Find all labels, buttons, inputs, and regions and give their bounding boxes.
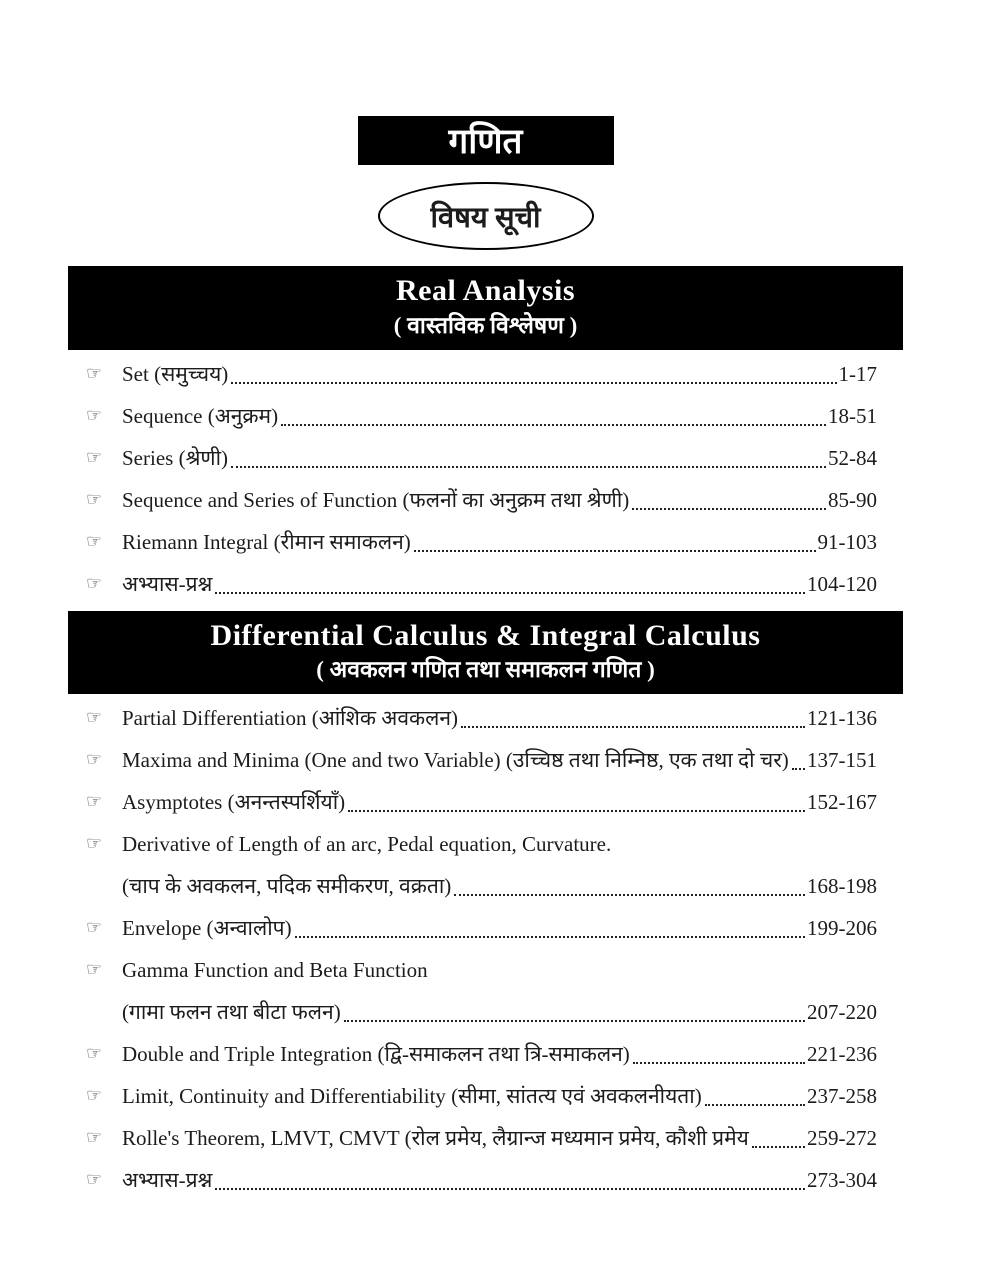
pointing-hand-icon: ☞ [86, 404, 103, 426]
dotted-leader [215, 1188, 805, 1190]
contents-label: विषय सूची [430, 201, 541, 234]
dotted-leader [231, 466, 826, 468]
section-title-english: Real Analysis [395, 274, 576, 307]
toc-entry-title: Partial Differentiation (आंशिक अवकलन) [122, 706, 459, 731]
toc-entry-title: Asymptotes (अनन्तस्पर्शियाँ) [122, 790, 346, 815]
pointing-hand-icon: ☞ [86, 488, 103, 510]
toc-entry [68, 739, 903, 781]
toc-entry-line [122, 907, 877, 949]
toc-entry-line [122, 1033, 877, 1075]
toc-item-list [68, 697, 903, 1201]
toc-entry-title: अभ्यास-प्रश्न [122, 1168, 213, 1193]
toc-entry-line [122, 991, 877, 1033]
toc-entry-pages: 221-236 [807, 1042, 877, 1067]
toc-entry [68, 479, 903, 521]
toc-entry-pages: 1-17 [838, 361, 877, 386]
toc-entry-lines [122, 823, 877, 907]
pointing-hand-icon: ☞ [86, 530, 103, 552]
toc-entry-pages: 18-51 [828, 403, 877, 428]
toc-section [68, 611, 903, 1202]
toc-entry-line [122, 563, 877, 605]
pointing-hand-icon: ☞ [86, 1085, 103, 1107]
toc-entry-lines [122, 949, 877, 1033]
toc-entry-lines [122, 1075, 877, 1117]
toc-entry-title: अभ्यास-प्रश्न [122, 571, 213, 596]
toc-entry-lines [122, 521, 877, 563]
pointing-hand-icon: ☞ [86, 749, 103, 771]
toc-entry-pages: 152-167 [807, 790, 877, 815]
toc-entry-line [122, 1159, 877, 1201]
page-header [68, 116, 903, 250]
toc-entry-lines [122, 395, 877, 437]
toc-entry-title: Rolle's Theorem, LMVT, CMVT (रोल प्रमेय, लैग्रान्ज मध्यमान प्रमेय, कौशी प्रमेय [122, 1126, 749, 1151]
toc-entry [68, 1075, 903, 1117]
toc-entry-lines [122, 781, 877, 823]
toc-entry-lines [122, 479, 877, 521]
dotted-leader [454, 894, 805, 896]
toc-entry-pages: 85-90 [828, 487, 877, 512]
toc-entry-title: Envelope (अन्वालोप) [122, 916, 292, 941]
toc-entry [68, 521, 903, 563]
toc-entry-title: Riemann Integral (रीमान समाकलन) [122, 529, 411, 554]
toc-entry [68, 823, 903, 907]
pointing-hand-icon: ☞ [86, 959, 103, 981]
toc-entry-pages: 207-220 [807, 1000, 877, 1025]
section-title-english: Differential Calculus & Integral Calculus [210, 618, 761, 652]
book-title: गणित [448, 122, 523, 161]
toc-entry-pages: 91-103 [817, 529, 877, 554]
toc-entry-title: Sequence and Series of Function (फलनों का अनुक्रम तथा श्रेणी) [122, 487, 630, 512]
toc-entry-title: Derivative of Length of an arc, Pedal equation, Curvature. [122, 832, 612, 857]
toc-entry [68, 1033, 903, 1075]
toc-entry [68, 697, 903, 739]
dotted-leader [632, 508, 826, 510]
toc-entry-title: (चाप के अवकलन, पदिक समीकरण, वक्रता) [122, 874, 452, 899]
toc-entry [68, 1117, 903, 1159]
toc-entry-title: Series (श्रेणी) [122, 445, 229, 470]
pointing-hand-icon: ☞ [86, 1043, 103, 1065]
toc-entry-title: Maxima and Minima (One and two Variable) (उच्चिष्ठ तथा निम्निष्ठ, एक तथा दो चर) [122, 748, 789, 773]
toc-entry-title: Set (समुच्चय) [122, 361, 229, 386]
toc-entry-pages: 168-198 [807, 874, 877, 899]
toc-entry-line [122, 865, 877, 907]
toc-entry-title: Sequence (अनुक्रम) [122, 403, 279, 428]
dotted-leader [414, 550, 816, 552]
toc-entry-lines [122, 1117, 877, 1159]
toc-entry-pages: 121-136 [807, 706, 877, 731]
toc-entry-pages: 52-84 [828, 445, 877, 470]
dotted-leader [348, 810, 805, 812]
toc-entry-lines [122, 353, 877, 395]
toc-entry [68, 907, 903, 949]
book-title-banner [358, 116, 614, 165]
section-banner [68, 266, 903, 350]
pointing-hand-icon: ☞ [86, 572, 103, 594]
toc-entry-title: (गामा फलन तथा बीटा फलन) [122, 1000, 341, 1025]
contents-oval [378, 182, 594, 250]
toc-entry-line [122, 353, 877, 395]
toc-section [68, 266, 903, 605]
toc-entry [68, 781, 903, 823]
toc-entry-line [122, 739, 877, 781]
toc-entry-pages: 137-151 [807, 748, 877, 773]
toc-entry-lines [122, 1033, 877, 1075]
toc-item-list [68, 353, 903, 605]
toc-entry-lines [122, 697, 877, 739]
toc-entry-line [122, 395, 877, 437]
toc-entry [68, 395, 903, 437]
toc-entry-pages: 199-206 [807, 916, 877, 941]
dotted-leader [705, 1104, 805, 1106]
pointing-hand-icon: ☞ [86, 833, 103, 855]
toc-entry-line [122, 437, 877, 479]
toc-entry [68, 563, 903, 605]
toc-entry [68, 437, 903, 479]
toc-entry-pages: 237-258 [807, 1084, 877, 1109]
toc-entry-line [122, 479, 877, 521]
toc-entry-line [122, 521, 877, 563]
pointing-hand-icon: ☞ [86, 707, 103, 729]
toc-entry-line [122, 697, 877, 739]
toc-entry [68, 1159, 903, 1201]
toc-entry-pages: 259-272 [807, 1126, 877, 1151]
pointing-hand-icon: ☞ [86, 917, 103, 939]
toc-entry-line [122, 1075, 877, 1117]
dotted-leader [215, 592, 805, 594]
toc-sections [68, 266, 903, 1201]
dotted-leader [344, 1020, 805, 1022]
section-banner [68, 611, 903, 695]
dotted-leader [461, 726, 805, 728]
toc-entry-lines [122, 739, 877, 781]
toc-entry-line [122, 1117, 877, 1159]
pointing-hand-icon: ☞ [86, 1169, 103, 1191]
toc-entry-title: Limit, Continuity and Differentiability (सीमा, सांतत्य एवं अवकलनीयता) [122, 1084, 702, 1109]
toc-entry [68, 949, 903, 1033]
toc-entry [68, 353, 903, 395]
toc-entry-lines [122, 563, 877, 605]
dotted-leader [633, 1062, 805, 1064]
pointing-hand-icon: ☞ [86, 791, 103, 813]
dotted-leader [752, 1146, 805, 1148]
dotted-leader [295, 936, 805, 938]
section-title-hindi: ( वास्तविक विश्लेषण ) [393, 312, 578, 338]
toc-entry-lines [122, 907, 877, 949]
toc-entry-pages: 273-304 [807, 1168, 877, 1193]
toc-entry-pages: 104-120 [807, 571, 877, 596]
toc-entry-lines [122, 1159, 877, 1201]
dotted-leader [231, 382, 836, 384]
toc-entry-title: Double and Triple Integration (द्वि-समाकलन तथा त्रि-समाकलन) [122, 1042, 630, 1067]
toc-entry-lines [122, 437, 877, 479]
toc-entry-line [122, 823, 877, 865]
pointing-hand-icon: ☞ [86, 362, 103, 384]
toc-entry-line [122, 781, 877, 823]
toc-entry-line [122, 949, 877, 991]
dotted-leader [792, 768, 805, 770]
section-title-hindi: ( अवकलन गणित तथा समाकलन गणित ) [316, 657, 655, 683]
toc-entry-title: Gamma Function and Beta Function [122, 958, 428, 983]
pointing-hand-icon: ☞ [86, 446, 103, 468]
dotted-leader [281, 424, 826, 426]
pointing-hand-icon: ☞ [86, 1127, 103, 1149]
